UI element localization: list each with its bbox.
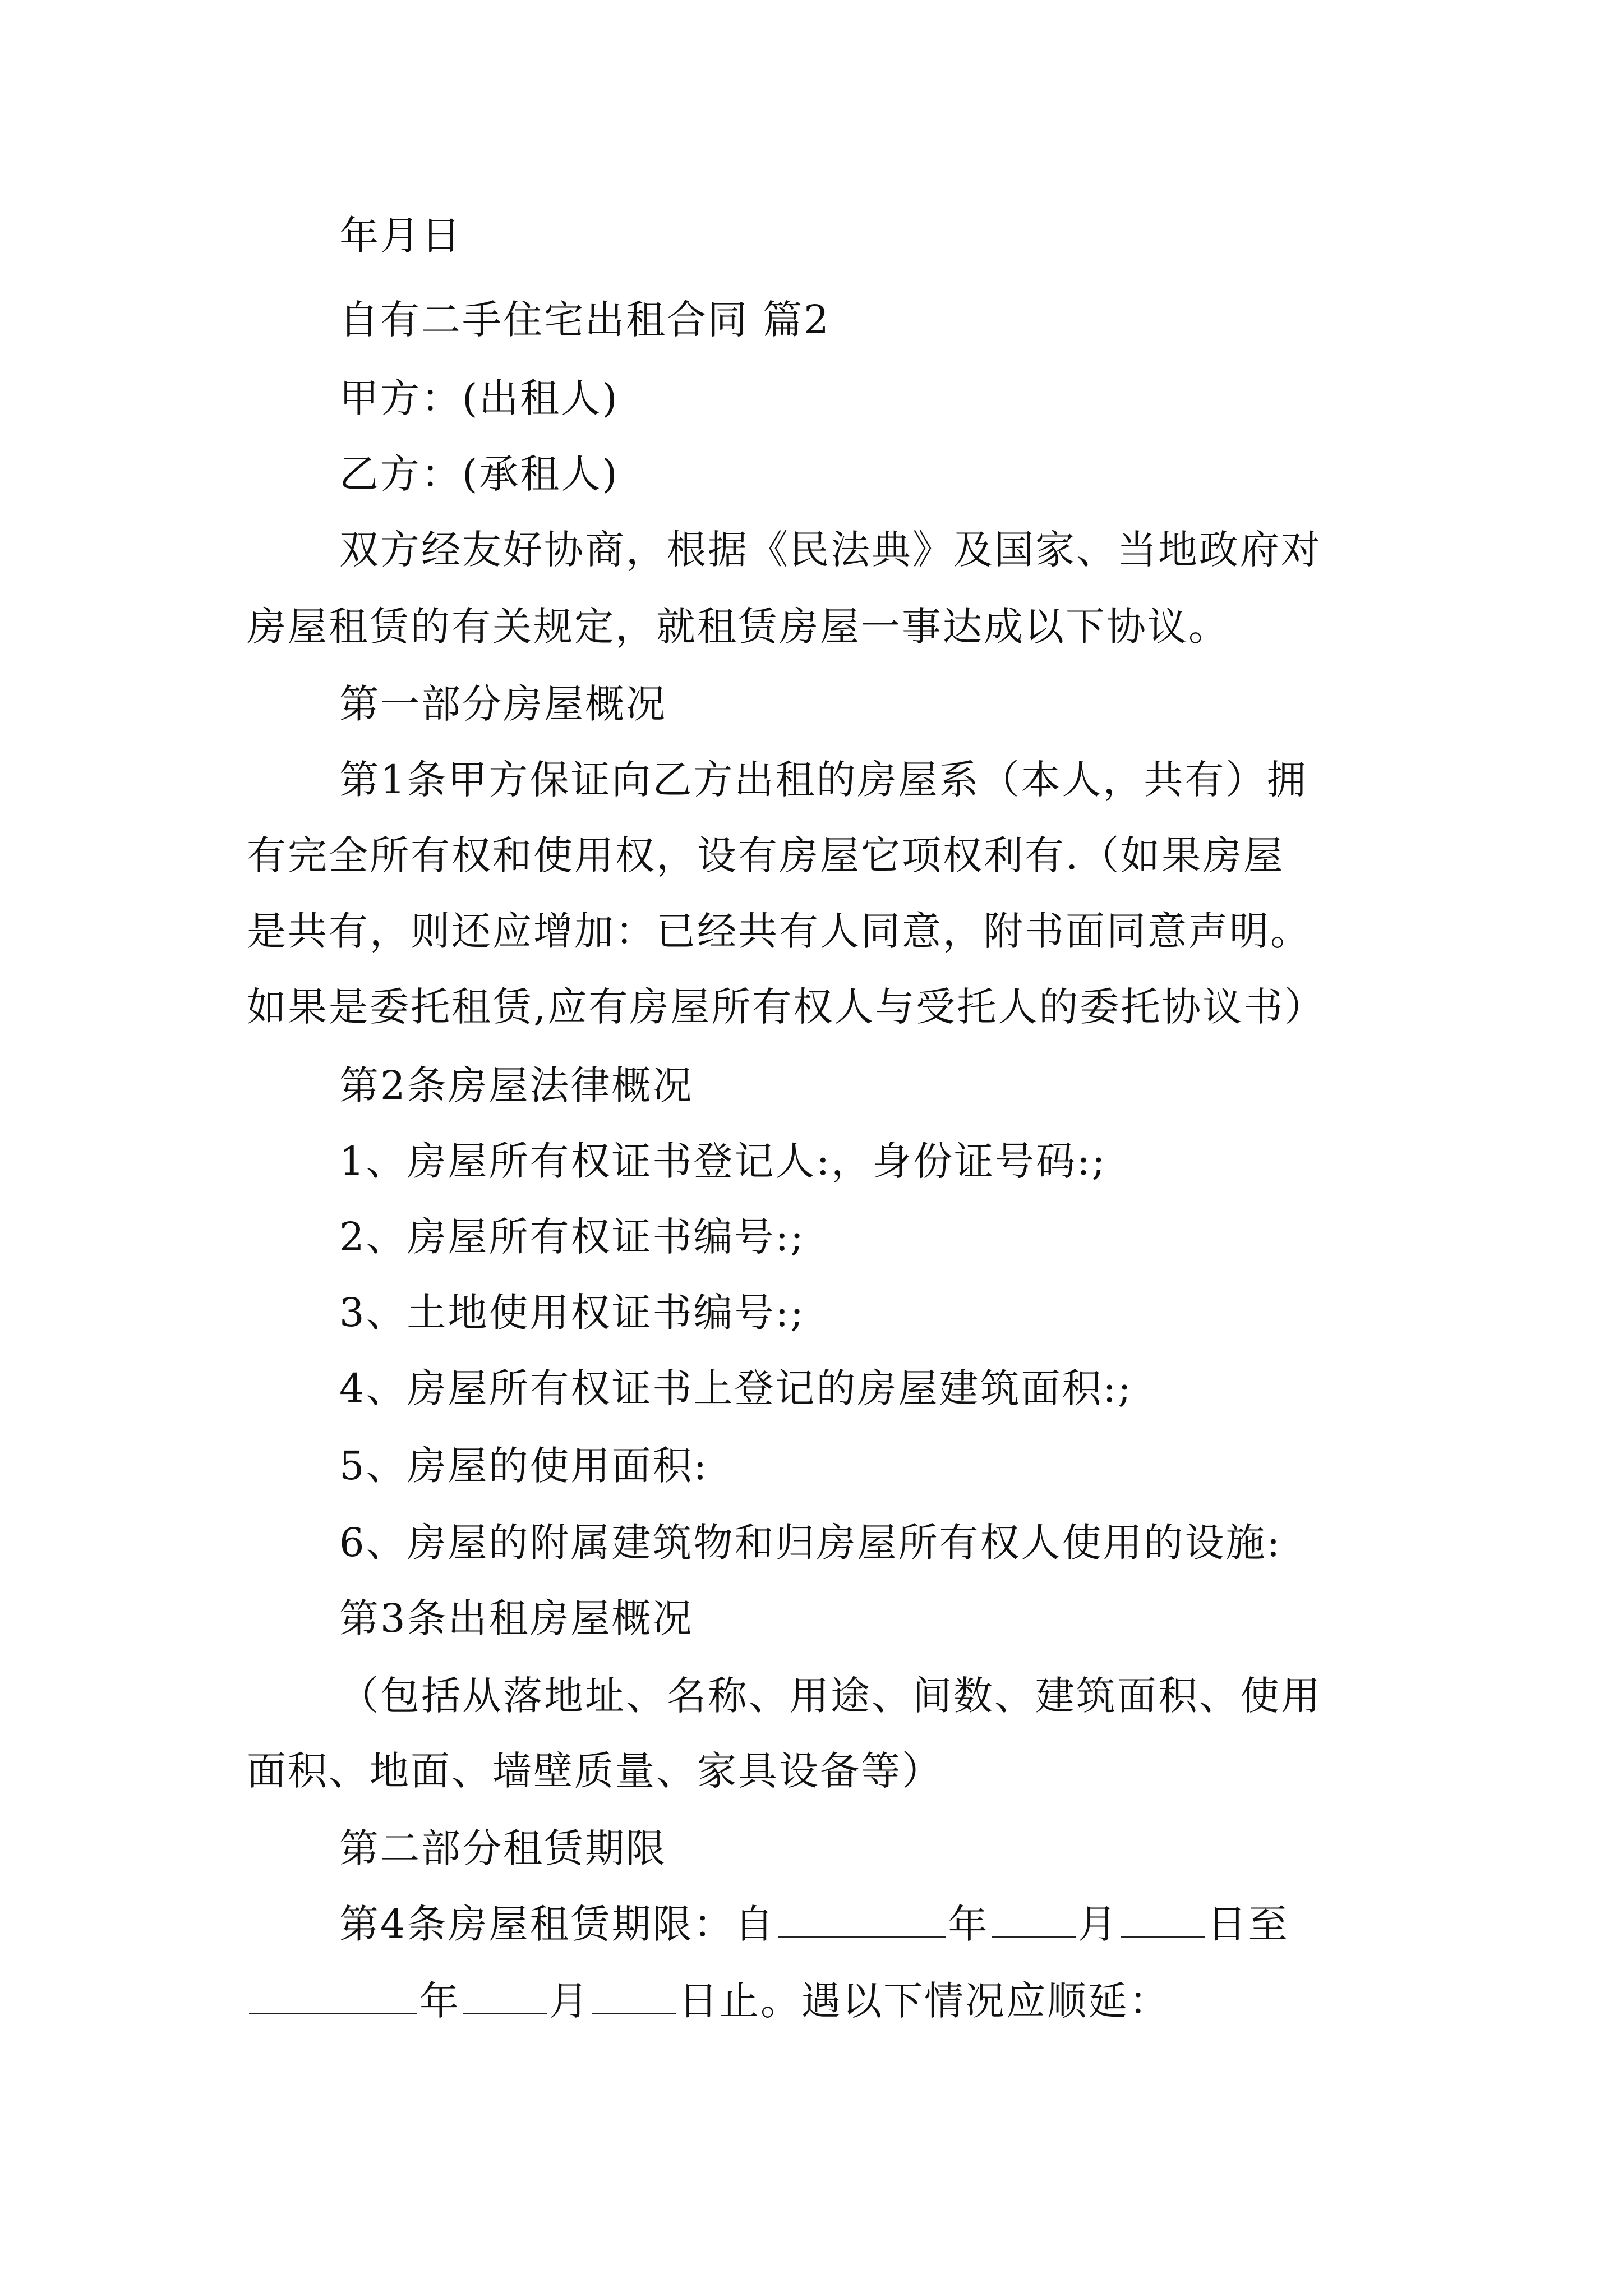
end-month-blank <box>463 1978 547 2014</box>
article4-year-label: 年 <box>948 1901 989 1947</box>
article2-item-6: 6、房屋的附属建筑物和归房屋所有权人使用的设施: <box>339 1520 1282 1566</box>
end-year-blank <box>249 1978 417 2014</box>
article2-item-2: 2、房屋所有权证书编号:; <box>339 1214 805 1260</box>
party-b-line: 乙方：(承租人) <box>339 451 619 497</box>
article2-item-3: 3、土地使用权证书编号:; <box>339 1290 805 1336</box>
article2-item-1: 1、房屋所有权证书登记人:，身份证号码:; <box>339 1138 1107 1184</box>
article1-line-4: 如果是委托租赁,应有房屋所有权人与受托人的委托协议书） <box>247 984 1326 1030</box>
end-day-blank <box>592 1978 676 2014</box>
article3-title: 第3条出租房屋概况 <box>339 1595 694 1641</box>
article4-day-to-label: 日至 <box>1207 1901 1289 1947</box>
start-year-blank <box>778 1902 946 1938</box>
article4-end-year-label: 年 <box>419 1978 460 2024</box>
article4-month-label: 月 <box>1077 1901 1119 1947</box>
article2-title: 第2条房屋法律概况 <box>339 1062 694 1108</box>
article3-line-1: （包括从落地址、名称、用途、间数、建筑面积、使用 <box>339 1673 1322 1719</box>
intro-line-1: 双方经友好协商，根据《民法典》及国家、当地政府对 <box>339 527 1322 573</box>
article4-prefix: 第4条房屋租赁期限：自 <box>339 1901 776 1947</box>
article4-line-1 <box>339 1899 1289 1949</box>
article1-line-3: 是共有，则还应增加：已经共有人同意，附书面同意声明。 <box>247 908 1311 954</box>
article3-line-2: 面积、地面、墙壁质量、家具设备等） <box>247 1748 943 1794</box>
date-line: 年月日 <box>339 213 462 259</box>
part2-title: 第二部分租赁期限 <box>339 1825 667 1871</box>
party-a-line: 甲方：(出租人) <box>339 375 619 421</box>
article1-line-2: 有完全所有权和使用权，设有房屋它项权利有.（如果房屋 <box>247 832 1285 878</box>
article4-line-2 <box>247 1976 1170 2026</box>
part1-title: 第一部分房屋概况 <box>339 681 667 727</box>
article1-line-1: 第1条甲方保证向乙方出租的房屋系（本人，共有）拥 <box>339 757 1308 803</box>
article4-end-month-label: 月 <box>549 1978 590 2024</box>
start-month-blank <box>992 1902 1076 1938</box>
start-day-blank <box>1121 1902 1205 1938</box>
intro-line-2: 房屋租赁的有关规定，就租赁房屋一事达成以下协议。 <box>247 604 1229 650</box>
article2-item-5: 5、房屋的使用面积: <box>339 1443 709 1489</box>
article4-day-end-label: 日止。遇以下情况应顺延： <box>679 1978 1170 2024</box>
document-heading: 自有二手住宅出租合同 篇2 <box>339 297 831 343</box>
article2-item-4: 4、房屋所有权证书上登记的房屋建筑面积:; <box>339 1365 1133 1411</box>
